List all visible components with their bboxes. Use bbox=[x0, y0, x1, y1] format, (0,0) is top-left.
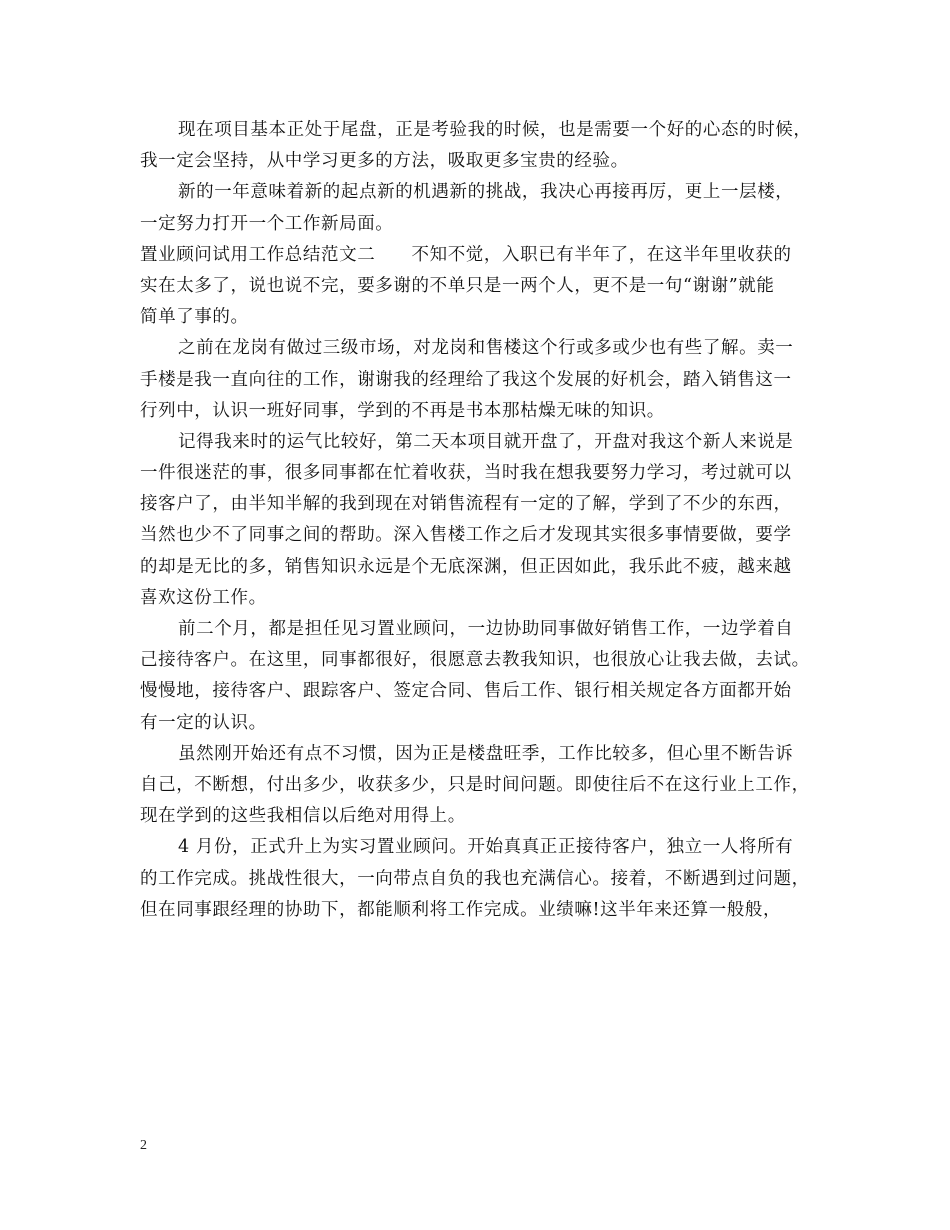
text-line: 一件很迷茫的事，很多同事都在忙着收获，当时我在想我要努力学习，考过就可以 bbox=[140, 463, 792, 484]
text-line: 喜欢这份工作。 bbox=[140, 587, 267, 608]
text-line: 之前在龙岗有做过三级市场，对龙岗和售楼这个行或多或少也有些了解。卖一 bbox=[178, 338, 794, 359]
text-line: 现在学到的这些我相信以后绝对用得上。 bbox=[140, 806, 466, 827]
document-body bbox=[140, 115, 820, 926]
text-line: 前二个月，都是担任见习置业顾问，一边协助同事做好销售工作，一边学着自 bbox=[178, 619, 794, 639]
text-line: 自己，不断想，付出多少，收获多少，只是时间问题。即使往后不在这行业上工作， bbox=[140, 774, 810, 795]
text-line: 但在同事跟经理的协助下，都能顺利将工作完成。业绩嘛!这半年来还算一般般， bbox=[140, 899, 782, 920]
text-line: 的却是无比的多，销售知识永远是个无底深渊，但正因如此，我乐此不疲，越来越 bbox=[140, 556, 792, 577]
text-line: 置业顾问试用工作总结范文二 不知不觉，入职已有半年了，在这半年里收获的 bbox=[140, 244, 792, 265]
text-line: 当然也少不了同事之间的帮助。深入售楼工作之后才发现其实很多事情要做，要学 bbox=[140, 525, 792, 546]
text-line: 己接待客户。在这里，同事都很好，很愿意去教我知识，也很放心让我去做，去试。 bbox=[140, 650, 810, 671]
text-line: 慢慢地，接待客户、跟踪客户、签定合同、售后工作、银行相关规定各方面都开始 bbox=[140, 681, 792, 702]
text-line: 一定努力打开一个工作新局面。 bbox=[140, 213, 394, 234]
text-line: 记得我来时的运气比较好，第二天本项目就开盘了，开盘对我这个新人来说是 bbox=[178, 431, 794, 452]
text-line: 的工作完成。挑战性很大，一向带点自负的我也充满信心。接着，不断遇到过问题， bbox=[140, 868, 810, 889]
text-line: 行列中，认识一班好同事，学到的不再是书本那枯燥无味的知识。 bbox=[140, 400, 665, 421]
text-line: 4 月份，正式升上为实习置业顾问。开始真真正正接待客户，独立一人将所有 bbox=[178, 837, 794, 858]
text-line: 接客户了，由半知半解的我到现在对销售流程有一定的了解，学到了不少的东西， bbox=[140, 494, 792, 515]
text-line: 简单了事的。 bbox=[140, 307, 249, 328]
text-line: 手楼是我一直向往的工作，谢谢我的经理给了我这个发展的好机会，踏入销售这一 bbox=[140, 369, 792, 390]
text-line: 有一定的认识。 bbox=[140, 712, 267, 733]
page-number: 2 bbox=[140, 1138, 147, 1153]
text-line: 实在太多了，说也说不完，要多谢的不单只是一两个人，更不是一句“谢谢”就能 bbox=[140, 275, 775, 296]
text-line: 虽然刚开始还有点不习惯，因为正是楼盘旺季，工作比较多，但心里不断告诉 bbox=[178, 743, 794, 764]
text-line: 我一定会坚持，从中学习更多的方法，吸取更多宝贵的经验。 bbox=[140, 151, 629, 172]
text-line: 新的一年意味着新的起点新的机遇新的挑战，我决心再接再厉，更上一层楼， bbox=[178, 182, 794, 203]
text-line: 现在项目基本正处于尾盘，正是考验我的时候，也是需要一个好的心态的时候， bbox=[178, 120, 812, 140]
